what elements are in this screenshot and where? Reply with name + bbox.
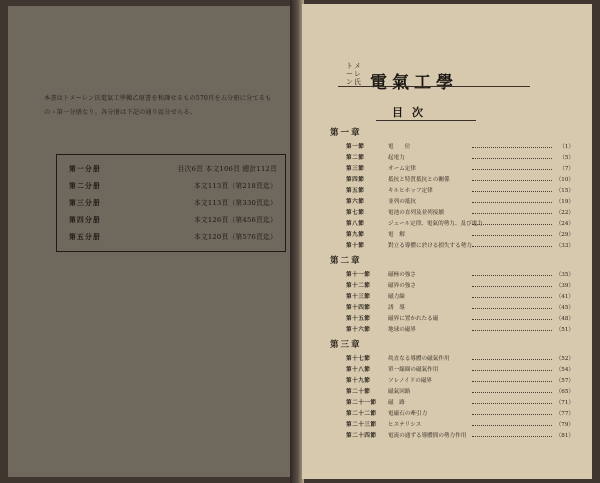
section-number: 第八節 (346, 221, 365, 227)
toc-row (346, 303, 578, 314)
section-page: （1） (559, 144, 574, 150)
section-title: 電池の直列及並列接續 (388, 210, 444, 216)
section-page: （35） (555, 272, 574, 278)
title-furigana: トメーレン氏 (346, 62, 362, 86)
section-page: （41） (555, 294, 574, 300)
toc-row (346, 281, 578, 292)
section-title: 磁氣回路 (388, 389, 411, 395)
toc-row (346, 219, 578, 230)
section-number: 第二十二節 (346, 411, 377, 417)
section-number: 第十三節 (346, 294, 371, 300)
leader-dots (472, 381, 552, 382)
toc-row (346, 270, 578, 281)
section-number: 第四節 (346, 177, 365, 183)
part-row (67, 231, 279, 245)
chapter-heading: 第三章 (330, 340, 362, 350)
leader-dots (472, 286, 552, 287)
toc-row (346, 208, 578, 219)
leader-dots (472, 147, 552, 148)
toc-row (346, 398, 578, 409)
toc-row (346, 387, 578, 398)
leader-dots (472, 403, 552, 404)
toc-row (346, 365, 578, 376)
section-title: 電磁石の牽引力 (388, 411, 428, 417)
book-title: 電氣工學 (370, 73, 458, 93)
section-number: 第九節 (346, 232, 365, 238)
leader-dots (472, 246, 552, 247)
section-title: 電 解 (388, 232, 405, 238)
section-title: ヒステリシス (388, 422, 422, 428)
section-number: 第十一節 (346, 272, 371, 278)
toc-row (346, 431, 578, 442)
leader-dots (472, 359, 552, 360)
section-title: 對立る導體に於ける損失する勢力 (388, 243, 472, 249)
leader-dots (472, 224, 552, 225)
toc-row (346, 314, 578, 325)
section-page: （77） (555, 411, 574, 417)
part-name: 第三分册 (69, 199, 101, 207)
section-number: 第十六節 (346, 327, 371, 333)
section-title: 起電力 (388, 155, 405, 161)
section-number: 第十七節 (346, 356, 371, 362)
leader-dots (472, 297, 552, 298)
intro-text: 本書はトメーレン氏電氣工學獨乙原書を和譯せるもの570頁を五分册に分てるものゝ第一分册なり。各分册は下記の通り區分せらる。 (44, 95, 272, 116)
leader-dots (472, 319, 552, 320)
section-title: 磁界の強さ (388, 283, 416, 289)
part-detail: 本文113頁（第330頁迄） (193, 199, 277, 207)
contents-rule (376, 120, 476, 121)
part-row (67, 180, 279, 194)
section-number: 第七節 (346, 210, 365, 216)
section-number: 第二十四節 (346, 433, 377, 439)
left-page (8, 6, 292, 477)
book-title-block (346, 62, 536, 94)
toc-row (346, 197, 578, 208)
leader-dots (472, 158, 552, 159)
section-page: （10） (555, 177, 574, 183)
toc-row (346, 420, 578, 431)
parts-box (56, 154, 286, 252)
leader-dots (472, 425, 552, 426)
section-page: （54） (555, 367, 574, 373)
section-number: 第十九節 (346, 378, 371, 384)
section-number: 第二節 (346, 155, 365, 161)
section-page: （71） (555, 400, 574, 406)
leader-dots (472, 414, 552, 415)
leader-dots (472, 191, 552, 192)
right-page (302, 4, 592, 479)
part-row (67, 214, 279, 228)
section-number: 第一節 (346, 144, 365, 150)
section-number: 第六節 (346, 199, 365, 205)
section-title: 電流の通ずる導體間の勢力作用 (388, 433, 467, 439)
section-number: 第二十三節 (346, 422, 377, 428)
section-number: 第二十節 (346, 389, 371, 395)
leader-dots (472, 235, 552, 236)
section-page: （65） (555, 389, 574, 395)
section-page: （15） (555, 188, 574, 194)
section-page: （33） (555, 243, 574, 249)
section-page: （5） (559, 155, 574, 161)
leader-dots (472, 436, 552, 437)
toc-row (346, 241, 578, 252)
section-title: ソレノイドの磁界 (388, 378, 433, 384)
section-page: （52） (555, 356, 574, 362)
toc-row (346, 142, 578, 153)
section-title: オーム定律 (388, 166, 416, 172)
section-page: （24） (555, 221, 574, 227)
part-name: 第二分册 (69, 182, 101, 190)
section-page: （19） (555, 199, 574, 205)
section-title: 磁極の強さ (388, 272, 416, 278)
section-title: 磁力線 (388, 294, 405, 300)
part-name: 第五分册 (69, 233, 101, 241)
section-page: （51） (555, 327, 574, 333)
part-detail: 本文113頁（第218頁迄） (193, 182, 277, 190)
part-row (67, 163, 279, 177)
part-name: 第四分册 (69, 216, 101, 224)
toc-row (346, 354, 578, 365)
title-rule (338, 86, 530, 87)
section-title: 磁界に置かれたる磁 (388, 316, 439, 322)
leader-dots (472, 169, 552, 170)
section-page: （39） (555, 283, 574, 289)
section-page: （22） (555, 210, 574, 216)
leader-dots (472, 392, 552, 393)
part-detail: 本文120頁（第576頁迄） (193, 233, 277, 241)
section-page: （7） (559, 166, 574, 172)
part-name: 第一分册 (69, 165, 101, 173)
section-title: 眞直なる導體の磁氣作用 (388, 356, 450, 362)
leader-dots (472, 308, 552, 309)
section-title: 地球の磁界 (388, 327, 416, 333)
toc-row (346, 164, 578, 175)
toc-row (346, 376, 578, 387)
section-number: 第十四節 (346, 305, 371, 311)
contents-heading: 目次 (392, 106, 432, 119)
section-number: 第十五節 (346, 316, 371, 322)
section-title: キルヒホッフ定律 (388, 188, 433, 194)
section-number: 第五節 (346, 188, 365, 194)
toc-row (346, 186, 578, 197)
section-title: ジュール定律、電氣的勢力、及び電力 (388, 221, 483, 227)
section-page: （45） (555, 305, 574, 311)
part-detail: 目次6頁 本文106頁 總計112頁 (177, 165, 277, 173)
section-title: 磁 路 (388, 400, 405, 406)
section-title: 並列の抵抗 (388, 199, 416, 205)
section-number: 第十二節 (346, 283, 371, 289)
leader-dots (472, 275, 552, 276)
chapter-heading: 第一章 (330, 128, 362, 138)
toc-row (346, 153, 578, 164)
section-page: （79） (555, 422, 574, 428)
toc-row (346, 292, 578, 303)
section-number: 第三節 (346, 166, 365, 172)
leader-dots (472, 330, 552, 331)
section-title: 抵抗と特質抵抗との關係 (388, 177, 450, 183)
part-detail: 本文126頁（第456頁迄） (193, 216, 277, 224)
section-number: 第十節 (346, 243, 365, 249)
section-page: （81） (555, 433, 574, 439)
chapter-heading: 第二章 (330, 256, 362, 266)
toc-row (346, 230, 578, 241)
section-number: 第十八節 (346, 367, 371, 373)
section-number: 第二十一節 (346, 400, 377, 406)
leader-dots (472, 213, 552, 214)
leader-dots (472, 202, 552, 203)
toc-row (346, 409, 578, 420)
section-title: 電 位 (388, 144, 411, 150)
section-page: （29） (555, 232, 574, 238)
leader-dots (472, 370, 552, 371)
section-title: 單一線圈の磁氣作用 (388, 367, 439, 373)
section-page: （48） (555, 316, 574, 322)
toc-row (346, 325, 578, 336)
part-row (67, 197, 279, 211)
section-title: 誘 導 (388, 305, 405, 311)
leader-dots (472, 180, 552, 181)
toc-row (346, 175, 578, 186)
section-page: （57） (555, 378, 574, 384)
